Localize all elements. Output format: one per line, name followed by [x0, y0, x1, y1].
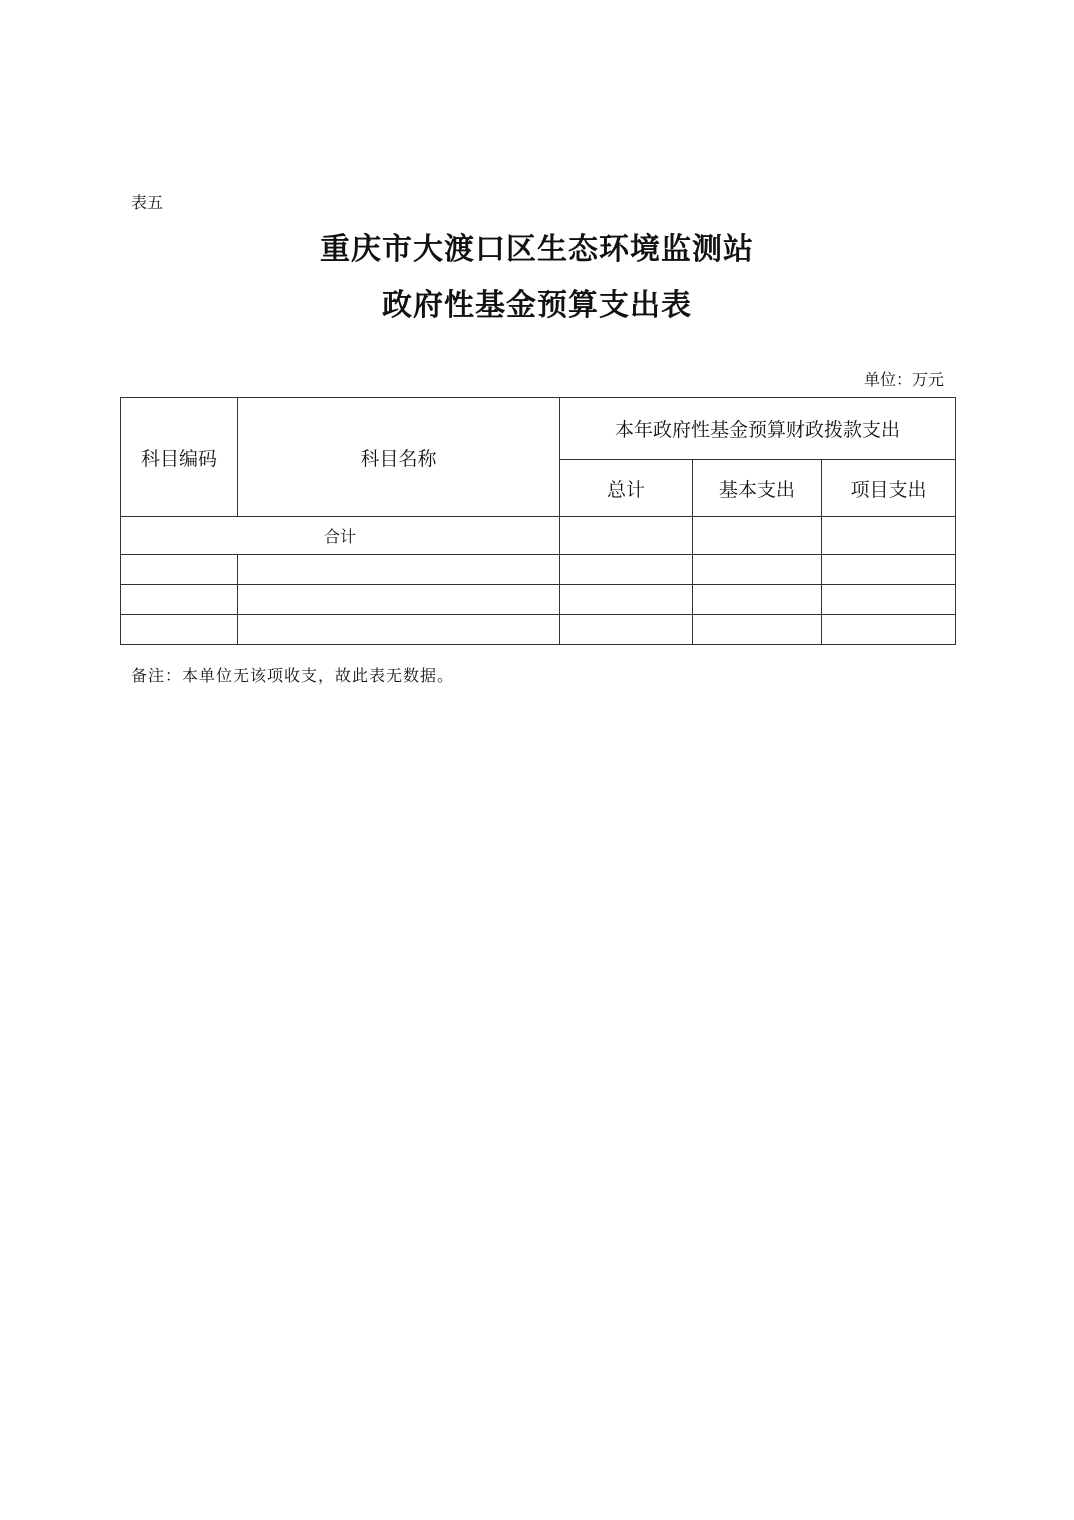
- cell-basic: [693, 615, 822, 645]
- total-row-project: [822, 517, 956, 555]
- page-title-line1: 重庆市大渡口区生态环境监测站: [320, 232, 754, 267]
- header-project: 项目支出: [822, 460, 956, 517]
- header-name: 科目名称: [238, 398, 560, 517]
- cell-total: [560, 585, 693, 615]
- cell-code: [121, 555, 238, 585]
- cell-name: [238, 555, 560, 585]
- cell-project: [822, 555, 956, 585]
- header-basic: 基本支出: [693, 460, 822, 517]
- cell-project: [822, 585, 956, 615]
- header-group: 本年政府性基金预算财政拨款支出: [560, 398, 956, 460]
- cell-basic: [693, 555, 822, 585]
- total-row: [121, 517, 956, 555]
- cell-name: [238, 585, 560, 615]
- table-row: [121, 555, 956, 585]
- cell-code: [121, 615, 238, 645]
- cell-basic: [693, 585, 822, 615]
- table-number-label: 表五: [131, 193, 164, 212]
- table-note: 备注：本单位无该项收支，故此表无数据。: [131, 666, 455, 685]
- unit-label: 单位：万元: [863, 370, 944, 389]
- cell-project: [822, 615, 956, 645]
- budget-table: [120, 397, 956, 645]
- total-row-label: 合计: [121, 517, 560, 555]
- cell-code: [121, 585, 238, 615]
- cell-total: [560, 615, 693, 645]
- header-total: 总计: [560, 460, 693, 517]
- page-title-line2: 政府性基金预算支出表: [382, 288, 692, 323]
- total-row-total: [560, 517, 693, 555]
- table-row: [121, 615, 956, 645]
- cell-name: [238, 615, 560, 645]
- total-row-basic: [693, 517, 822, 555]
- cell-total: [560, 555, 693, 585]
- table-header-row: [121, 398, 956, 460]
- header-code: 科目编码: [121, 398, 238, 517]
- table-row: [121, 585, 956, 615]
